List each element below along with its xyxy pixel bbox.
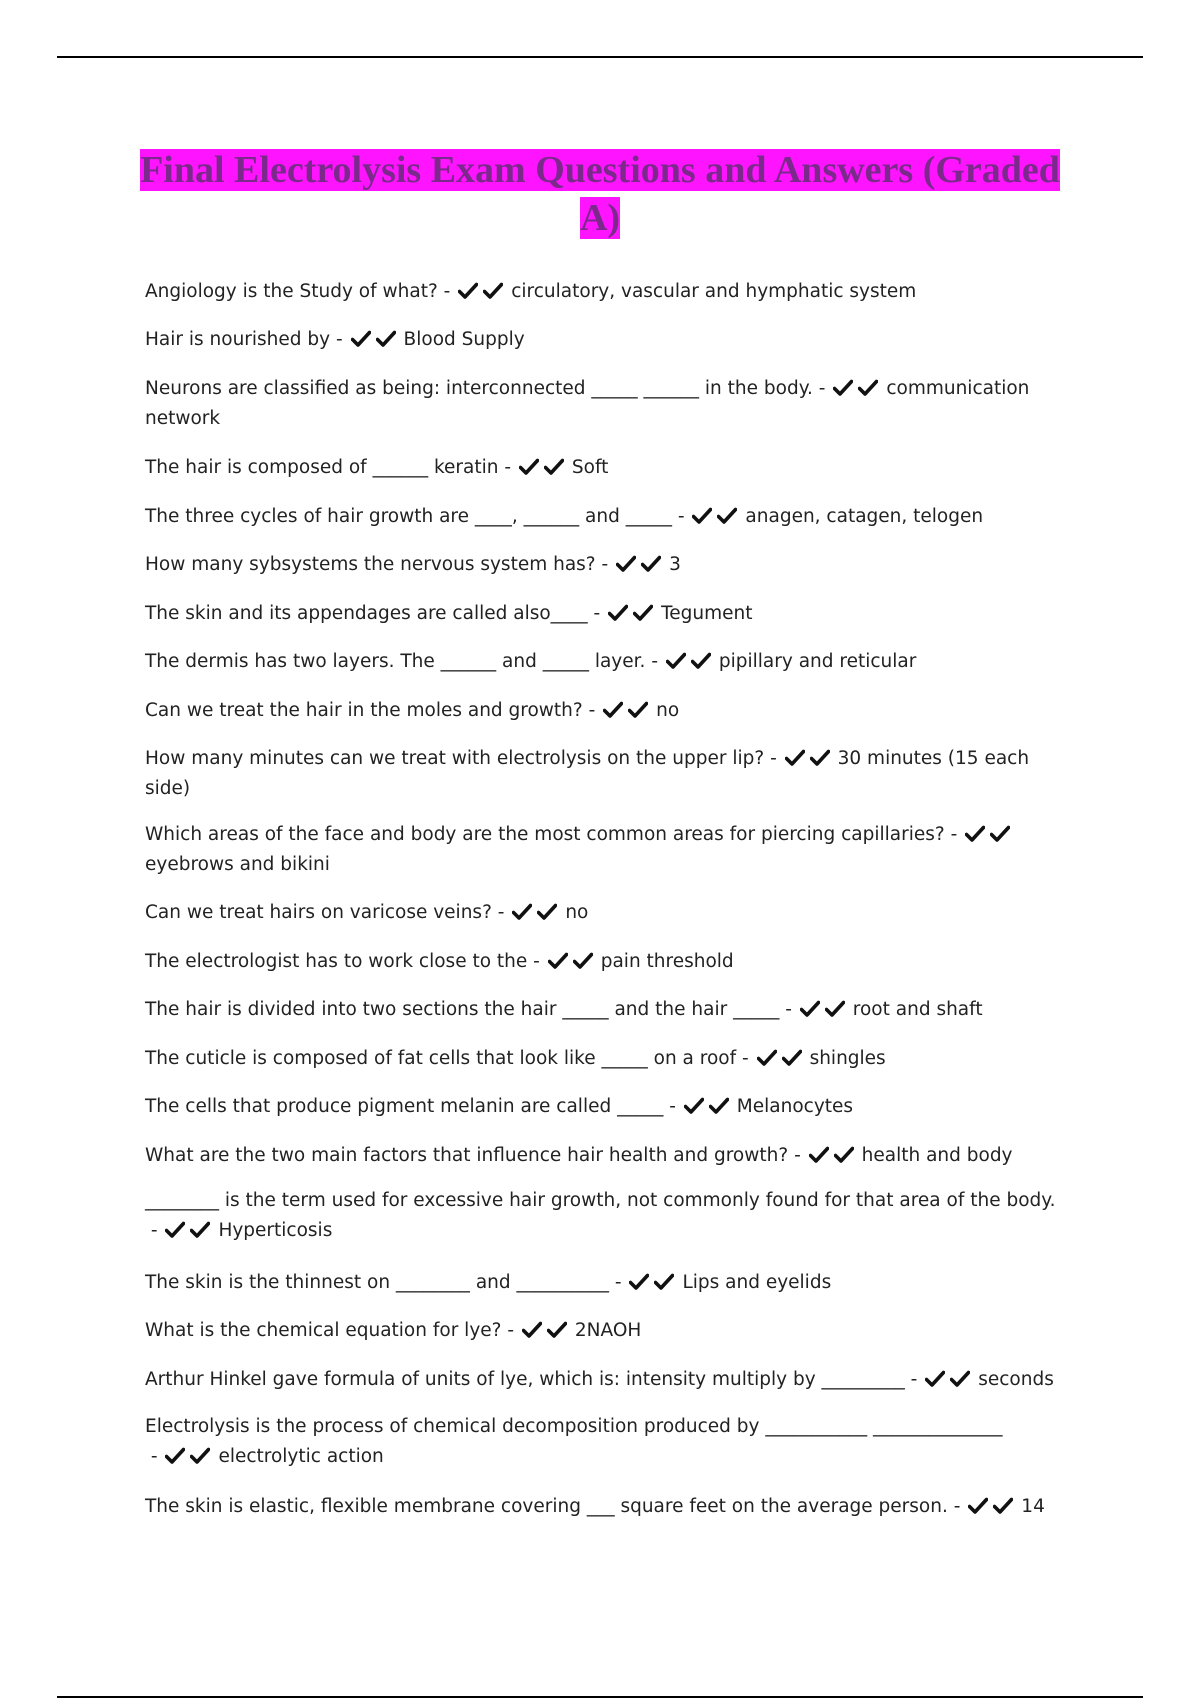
checkmark-icon bbox=[825, 1000, 845, 1018]
separator: - bbox=[527, 951, 546, 972]
double-checkmark-icon bbox=[757, 1044, 807, 1074]
answer-text: root and shaft bbox=[852, 999, 983, 1020]
double-checkmark-icon bbox=[548, 947, 598, 977]
checkmark-icon bbox=[684, 1097, 704, 1115]
separator: - bbox=[904, 1369, 924, 1390]
qa-item bbox=[145, 1044, 1065, 1074]
checkmark-icon bbox=[925, 1370, 945, 1388]
checkmark-icon bbox=[757, 1049, 777, 1067]
title-block bbox=[140, 146, 1060, 242]
qa-item bbox=[145, 744, 1065, 804]
qa-item bbox=[145, 995, 1065, 1025]
checkmark-icon bbox=[548, 952, 568, 970]
qa-item bbox=[145, 374, 1065, 434]
checkmark-icon bbox=[547, 1321, 567, 1339]
separator: - bbox=[437, 281, 457, 302]
answer-text: pain threshold bbox=[600, 951, 734, 972]
separator: - bbox=[944, 824, 964, 845]
separator: - bbox=[671, 506, 691, 527]
question-text: The three cycles of hair growth are ____, ______ and _____ bbox=[145, 506, 672, 527]
question-text: The dermis has two layers. The ______ and _____ layer. bbox=[145, 651, 646, 672]
checkmark-icon bbox=[833, 379, 853, 397]
double-checkmark-icon bbox=[603, 696, 653, 726]
qa-item bbox=[145, 1141, 1065, 1171]
checkmark-icon bbox=[165, 1221, 185, 1239]
qa-item bbox=[145, 277, 1065, 307]
separator: - bbox=[736, 1048, 755, 1069]
separator: - bbox=[330, 329, 349, 350]
qa-item bbox=[145, 1268, 1065, 1298]
answer-text: Blood Supply bbox=[403, 329, 525, 350]
separator: - bbox=[595, 554, 615, 575]
question-text: Hair is nourished by bbox=[145, 329, 331, 350]
question-text: The skin is the thinnest on ________ and __________ bbox=[145, 1272, 609, 1293]
checkmark-icon bbox=[809, 1146, 829, 1164]
double-checkmark-icon bbox=[522, 1316, 572, 1346]
double-checkmark-icon bbox=[968, 1492, 1018, 1522]
checkmark-icon bbox=[512, 903, 532, 921]
checkmark-icon bbox=[190, 1447, 210, 1465]
double-checkmark-icon bbox=[925, 1365, 975, 1395]
double-checkmark-icon bbox=[833, 374, 883, 404]
separator: - bbox=[498, 457, 517, 478]
bottom-rule bbox=[57, 1696, 1143, 1698]
checkmark-icon bbox=[692, 507, 712, 525]
question-text: How many sybsystems the nervous system has? bbox=[145, 554, 596, 575]
question-text: Can we treat the hair in the moles and growth? bbox=[145, 700, 583, 721]
question-text: Angiology is the Study of what? bbox=[145, 281, 438, 302]
question-text: Neurons are classified as being: interconnected _____ ______ in the body. bbox=[145, 378, 813, 399]
separator: - bbox=[582, 700, 602, 721]
answer-text: shingles bbox=[809, 1048, 886, 1069]
separator: - bbox=[491, 902, 511, 923]
checkmark-icon bbox=[603, 701, 623, 719]
checkmark-icon bbox=[628, 701, 648, 719]
document-title: Final Electrolysis Exam Questions and Answers (Graded A) bbox=[140, 149, 1060, 239]
qa-item bbox=[145, 599, 1065, 629]
answer-text: 14 bbox=[1021, 1496, 1045, 1517]
answer-text: Lips and eyelids bbox=[682, 1272, 832, 1293]
answer-text: anagen, catagen, telogen bbox=[745, 506, 984, 527]
checkmark-icon bbox=[785, 749, 805, 767]
answer-text: Melanocytes bbox=[736, 1096, 854, 1117]
checkmark-icon bbox=[616, 555, 636, 573]
double-checkmark-icon bbox=[458, 277, 508, 307]
answer-text: circulatory, vascular and hymphatic system bbox=[511, 281, 917, 302]
checkmark-icon bbox=[800, 1000, 820, 1018]
checkmark-icon bbox=[968, 1497, 988, 1515]
separator: - bbox=[501, 1320, 520, 1341]
answer-text: health and body bbox=[861, 1145, 1013, 1166]
separator: - bbox=[145, 1220, 164, 1241]
question-text: Arthur Hinkel gave formula of units of lye, which is: intensity multiply by _________ bbox=[145, 1369, 905, 1390]
separator: - bbox=[587, 603, 607, 624]
checkmark-icon bbox=[709, 1097, 729, 1115]
qa-item bbox=[145, 1186, 1065, 1246]
question-text: What are the two main factors that influence hair health and growth? bbox=[145, 1145, 789, 1166]
checkmark-icon bbox=[654, 1273, 674, 1291]
qa-item bbox=[145, 647, 1065, 677]
double-checkmark-icon bbox=[616, 550, 666, 580]
question-text: Electrolysis is the process of chemical decomposition produced by ___________ ______________ bbox=[145, 1416, 1003, 1437]
checkmark-icon bbox=[691, 652, 711, 670]
checkmark-icon bbox=[544, 458, 564, 476]
separator: - bbox=[145, 1446, 164, 1467]
double-checkmark-icon bbox=[351, 325, 401, 355]
separator: - bbox=[663, 1096, 682, 1117]
checkmark-icon bbox=[519, 458, 539, 476]
question-text: The cells that produce pigment melanin are called _____ bbox=[145, 1096, 664, 1117]
qa-item bbox=[145, 1412, 1065, 1472]
double-checkmark-icon bbox=[800, 995, 850, 1025]
checkmark-icon bbox=[950, 1370, 970, 1388]
qa-item bbox=[145, 1092, 1065, 1122]
answer-text: Soft bbox=[571, 457, 609, 478]
checkmark-icon bbox=[834, 1146, 854, 1164]
question-text: The hair is divided into two sections the hair _____ and the hair _____ bbox=[145, 999, 780, 1020]
question-text: The cuticle is composed of fat cells that look like _____ on a roof bbox=[145, 1048, 737, 1069]
checkmark-icon bbox=[717, 507, 737, 525]
separator: - bbox=[645, 651, 664, 672]
qa-item bbox=[145, 325, 1065, 355]
qa-item bbox=[145, 550, 1065, 580]
double-checkmark-icon bbox=[519, 453, 569, 483]
separator: - bbox=[812, 378, 832, 399]
separator: - bbox=[788, 1145, 807, 1166]
checkmark-icon bbox=[782, 1049, 802, 1067]
double-checkmark-icon bbox=[629, 1268, 679, 1298]
checkmark-icon bbox=[965, 825, 985, 843]
answer-text: pipillary and reticular bbox=[718, 651, 917, 672]
qa-item bbox=[145, 1492, 1065, 1522]
double-checkmark-icon bbox=[785, 744, 835, 774]
double-checkmark-icon bbox=[165, 1442, 215, 1472]
qa-item bbox=[145, 502, 1065, 532]
checkmark-icon bbox=[629, 1273, 649, 1291]
checkmark-icon bbox=[858, 379, 878, 397]
answer-text: communication network bbox=[145, 378, 1030, 429]
answer-text: eyebrows and bikini bbox=[145, 854, 330, 875]
separator: - bbox=[764, 748, 783, 769]
double-checkmark-icon bbox=[809, 1141, 859, 1171]
qa-item bbox=[145, 696, 1065, 726]
qa-item bbox=[145, 1365, 1065, 1395]
checkmark-icon bbox=[351, 330, 371, 348]
checkmark-icon bbox=[641, 555, 661, 573]
checkmark-icon bbox=[990, 825, 1010, 843]
double-checkmark-icon bbox=[512, 898, 562, 928]
top-rule bbox=[57, 56, 1143, 58]
question-text: Can we treat hairs on varicose veins? bbox=[145, 902, 492, 923]
question-text: How many minutes can we treat with electrolysis on the upper lip? bbox=[145, 748, 765, 769]
checkmark-icon bbox=[483, 282, 503, 300]
question-text: Which areas of the face and body are the most common areas for piercing capillaries? bbox=[145, 824, 945, 845]
question-text: The hair is composed of ______ keratin bbox=[145, 457, 499, 478]
answer-text: electrolytic action bbox=[218, 1446, 384, 1467]
answer-text: 30 minutes (15 each side) bbox=[145, 748, 1030, 799]
double-checkmark-icon bbox=[965, 820, 1015, 850]
qa-item bbox=[145, 453, 1065, 483]
double-checkmark-icon bbox=[666, 647, 716, 677]
checkmark-icon bbox=[993, 1497, 1013, 1515]
checkmark-icon bbox=[608, 604, 628, 622]
checkmark-icon bbox=[573, 952, 593, 970]
question-text: The skin is elastic, flexible membrane covering ___ square feet on the average person. bbox=[145, 1496, 948, 1517]
double-checkmark-icon bbox=[608, 599, 658, 629]
checkmark-icon bbox=[633, 604, 653, 622]
qa-item bbox=[145, 947, 1065, 977]
answer-text: Tegument bbox=[661, 603, 753, 624]
answer-text: 3 bbox=[669, 554, 681, 575]
answer-text: no bbox=[565, 902, 589, 923]
checkmark-icon bbox=[458, 282, 478, 300]
double-checkmark-icon bbox=[165, 1216, 215, 1246]
qa-item bbox=[145, 898, 1065, 928]
checkmark-icon bbox=[190, 1221, 210, 1239]
double-checkmark-icon bbox=[692, 502, 742, 532]
checkmark-icon bbox=[537, 903, 557, 921]
separator: - bbox=[947, 1496, 967, 1517]
separator: - bbox=[779, 999, 798, 1020]
answer-text: 2NAOH bbox=[574, 1320, 642, 1341]
checkmark-icon bbox=[666, 652, 686, 670]
qa-item bbox=[145, 820, 1065, 880]
question-text: The electrologist has to work close to the bbox=[145, 951, 528, 972]
answer-text: Hyperticosis bbox=[218, 1220, 333, 1241]
question-text: What is the chemical equation for lye? bbox=[145, 1320, 502, 1341]
checkmark-icon bbox=[522, 1321, 542, 1339]
qa-item bbox=[145, 1316, 1065, 1346]
answer-text: seconds bbox=[978, 1369, 1054, 1390]
double-checkmark-icon bbox=[684, 1092, 734, 1122]
separator: - bbox=[609, 1272, 628, 1293]
checkmark-icon bbox=[165, 1447, 185, 1465]
checkmark-icon bbox=[376, 330, 396, 348]
answer-text: no bbox=[656, 700, 680, 721]
question-text: ________ is the term used for excessive hair growth, not commonly found for that area of the body. bbox=[145, 1190, 1056, 1211]
checkmark-icon bbox=[810, 749, 830, 767]
question-text: The skin and its appendages are called also____ bbox=[145, 603, 588, 624]
